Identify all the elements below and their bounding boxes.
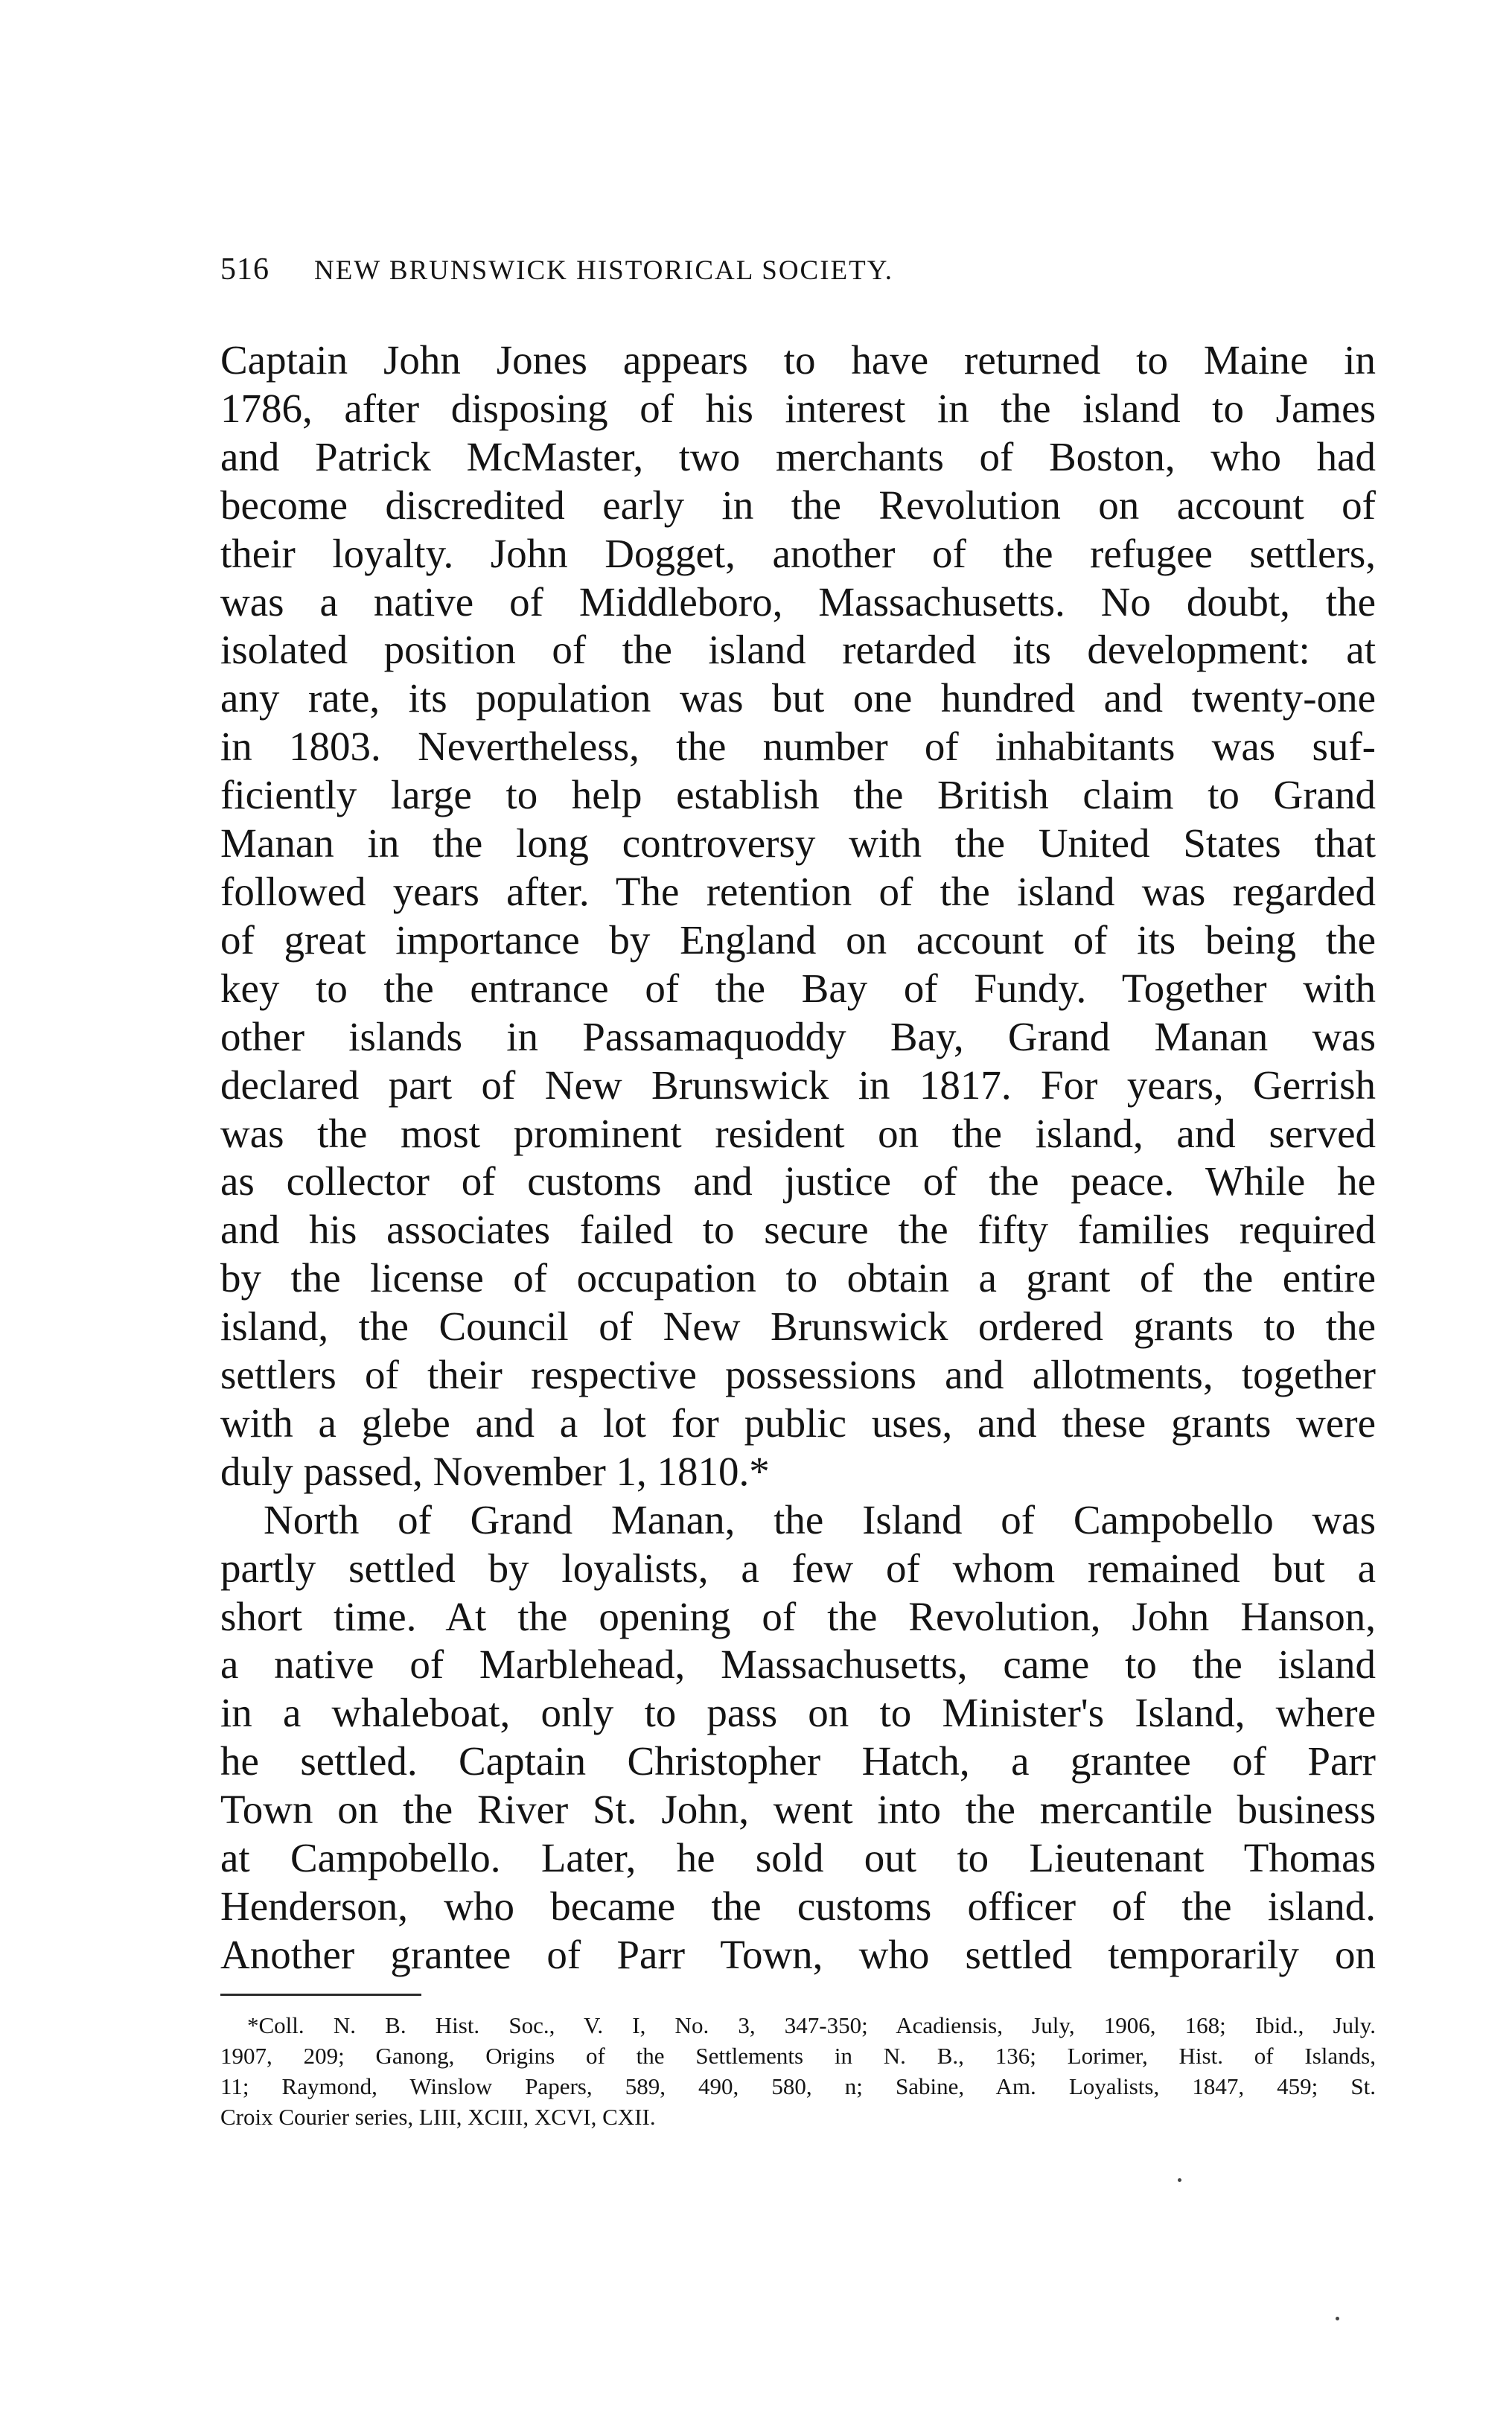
text-line: was the most prominent resident on the island, and served: [220, 1110, 1376, 1156]
scan-speck: [1178, 2178, 1181, 2182]
text-line: Captain John Jones appears to have returned to Maine in: [220, 337, 1376, 383]
text-line: followed years after. The retention of the island was regarded: [220, 868, 1376, 914]
text-line: he settled. Captain Christopher Hatch, a grantee of Parr: [220, 1738, 1376, 1784]
text-line: declared part of New Brunswick in 1817. For years, Gerrish: [220, 1062, 1376, 1108]
page-number: 516: [220, 252, 269, 287]
text-line: as collector of customs and justice of the peace. While he: [220, 1158, 1376, 1205]
text-line: isolated position of the island retarded its development: at: [220, 627, 1376, 673]
text-line: Henderson, who became the customs officer of the island.: [220, 1883, 1376, 1929]
text-line: settlers of their respective possessions and allotments, together: [220, 1352, 1376, 1398]
text-line: Another grantee of Parr Town, who settled temporarily on: [220, 1931, 1376, 1977]
text-line: and his associates failed to secure the fifty families required: [220, 1207, 1376, 1253]
text-line: of great importance by England on account of its being the: [220, 916, 1376, 963]
text-line: become discredited early in the Revolution on account of: [220, 482, 1376, 528]
text-line: ficiently large to help establish the British claim to Grand: [220, 772, 1376, 818]
text-line: in 1803. Nevertheless, the number of inhabitants was suf-: [220, 724, 1376, 770]
text-line: with a glebe and a lot for public uses, and these grants were: [220, 1400, 1376, 1446]
scan-speck: [1336, 2317, 1339, 2320]
text-line: island, the Council of New Brunswick ordered grants to the: [220, 1304, 1376, 1350]
footnote-divider: [220, 1994, 421, 1996]
footnote-line: 1907, 209; Ganong, Origins of the Settlements in N. B., 136; Lorimer, Hist. of Islands,: [220, 2043, 1376, 2069]
text-line: key to the entrance of the Bay of Fundy. Together with: [220, 965, 1376, 1011]
text-line: by the license of occupation to obtain a grant of the entire: [220, 1255, 1376, 1301]
text-line: Manan in the long controversy with the United States that: [220, 820, 1376, 867]
text-line: short time. At the opening of the Revolution, John Hanson,: [220, 1593, 1376, 1639]
text-line: at Campobello. Later, he sold out to Lieutenant Thomas: [220, 1835, 1376, 1881]
footnote-line: Croix Courier series, LIII, XCIII, XCVI, CXII.: [220, 2104, 656, 2130]
text-line: in a whaleboat, only to pass on to Minister's Island, where: [220, 1690, 1376, 1736]
text-line: a native of Marblehead, Massachusetts, came to the island: [220, 1642, 1376, 1688]
text-line: any rate, its population was but one hundred and twenty-one: [220, 675, 1376, 721]
footnote-line: 11; Raymond, Winslow Papers, 589, 490, 580, n; Sabine, Am. Loyalists, 1847, 459; St.: [220, 2073, 1376, 2099]
text-line: 1786, after disposing of his interest in the island to James: [220, 385, 1376, 431]
running-title: NEW BRUNSWICK HISTORICAL SOCIETY.: [314, 255, 893, 286]
paragraph-1: [220, 336, 1376, 1496]
footnote: [220, 2010, 1376, 2132]
footnote-line: *Coll. N. B. Hist. Soc., V. I, No. 3, 347-350; Acadiensis, July, 1906, 168; Ibid., July.: [247, 2012, 1376, 2038]
body-text: [220, 336, 1376, 1979]
text-line: Town on the River St. John, went into the mercantile business: [220, 1787, 1376, 1833]
paragraph-2: [220, 1496, 1376, 1979]
page-header: [220, 252, 1374, 296]
text-line: duly passed, November 1, 1810.*: [220, 1448, 770, 1494]
text-line: other islands in Passamaquoddy Bay, Grand Manan was: [220, 1013, 1376, 1059]
text-line: North of Grand Manan, the Island of Campobello was: [264, 1496, 1376, 1542]
text-line: their loyalty. John Dogget, another of the refugee settlers,: [220, 530, 1376, 576]
text-line: partly settled by loyalists, a few of whom remained but a: [220, 1545, 1376, 1591]
text-line: and Patrick McMaster, two merchants of Boston, who had: [220, 433, 1376, 479]
text-line: was a native of Middleboro, Massachusetts. No doubt, the: [220, 578, 1376, 625]
